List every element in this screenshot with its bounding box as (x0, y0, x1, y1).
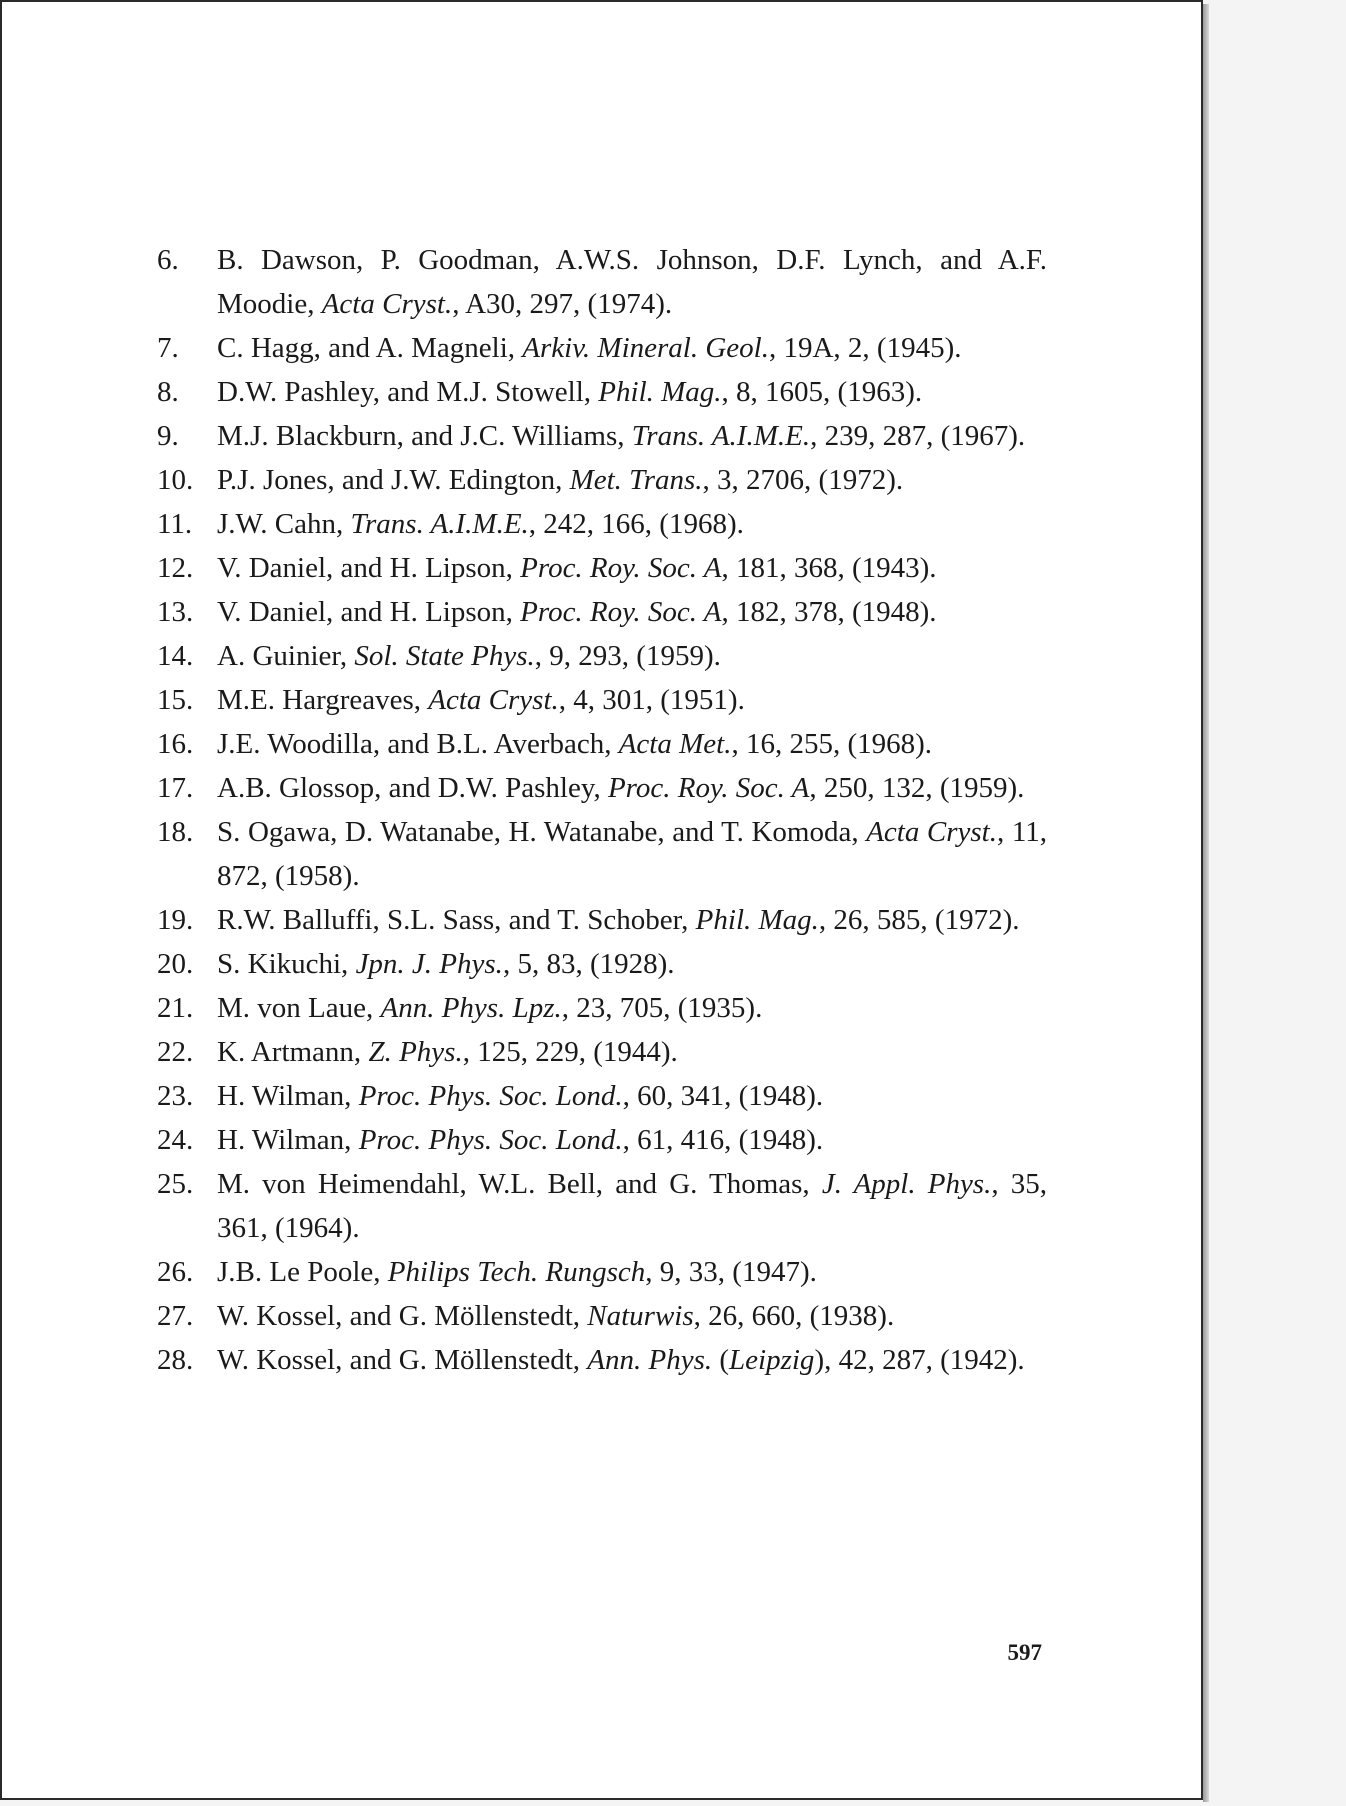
reference-fragment: , 239, 287, (1967). (810, 420, 1026, 452)
reference-fragment: , 242, 166, (1968). (528, 508, 744, 540)
reference-fragment: C. Hagg, and A. Magneli, (217, 332, 523, 364)
reference-text (217, 1074, 1047, 1118)
reference-item (157, 1162, 1047, 1250)
reference-fragment: H. Wilman, (217, 1080, 359, 1112)
reference-number: 23. (157, 1080, 194, 1112)
reference-fragment: J.B. Le Poole, (217, 1256, 388, 1288)
reference-fragment: , 11, 872, (1958). (217, 816, 1047, 892)
reference-fragment: , 5, 83, (1928). (502, 948, 675, 980)
reference-fragment: D.W. Pashley, and M.J. Stowell, (217, 376, 599, 408)
reference-item (157, 766, 1047, 810)
reference-fragment: ), 42, 287, (1942). (814, 1344, 1025, 1376)
reference-text (217, 546, 1047, 590)
reference-item (157, 370, 1047, 414)
reference-item (157, 986, 1047, 1030)
reference-number: 26. (157, 1256, 194, 1288)
reference-item (157, 546, 1047, 590)
journal-name: Naturwis (587, 1300, 694, 1332)
reference-fragment: , 125, 229, (1944). (462, 1036, 678, 1068)
reference-text (217, 942, 1047, 986)
reference-text (217, 1250, 1047, 1294)
reference-text (217, 810, 1047, 898)
reference-item (157, 1074, 1047, 1118)
reference-text (217, 1338, 1047, 1382)
reference-item (157, 1118, 1047, 1162)
journal-name: Proc. Phys. Soc. Lond. (358, 1080, 623, 1112)
journal-name: J. Appl. Phys. (821, 1168, 992, 1200)
journal-name: Proc. Phys. Soc. Lond. (358, 1124, 623, 1156)
reference-fragment: R.W. Balluffi, S.L. Sass, and T. Schober, (217, 904, 696, 936)
reference-fragment: , 4, 301, (1951). (558, 684, 745, 716)
reference-text (217, 238, 1047, 326)
reference-number: 28. (157, 1344, 194, 1376)
reference-fragment: , 60, 341, (1948). (622, 1080, 824, 1112)
reference-fragment: , 61, 416, (1948). (622, 1124, 824, 1156)
reference-item (157, 1250, 1047, 1294)
reference-number: 10. (157, 464, 194, 496)
journal-name: Arkiv. Mineral. Geol. (522, 332, 769, 364)
reference-fragment: A. Guinier, (217, 640, 355, 672)
reference-fragment: , 23, 705, (1935). (561, 992, 763, 1024)
reference-item (157, 810, 1047, 898)
reference-fragment: ( (712, 1344, 730, 1376)
reference-fragment: M.J. Blackburn, and J.C. Williams, (217, 420, 632, 452)
page-edge (1203, 4, 1209, 1802)
journal-name: Met. Trans. (569, 464, 703, 496)
journal-name: Proc. Roy. Soc. A (607, 772, 810, 804)
journal-name: Leipzig (729, 1344, 815, 1376)
journal-name: Jpn. J. Phys. (355, 948, 503, 980)
reference-item (157, 942, 1047, 986)
journal-name: Proc. Roy. Soc. A (520, 596, 722, 628)
reference-number: 18. (157, 816, 194, 848)
reference-item (157, 590, 1047, 634)
reference-number: 7. (157, 332, 179, 364)
page-number: 597 (1007, 1640, 1042, 1665)
reference-number: 21. (157, 992, 194, 1024)
reference-text (217, 722, 1047, 766)
reference-number: 27. (157, 1300, 194, 1332)
reference-number: 24. (157, 1124, 194, 1156)
journal-name: Trans. A.I.M.E. (631, 420, 811, 452)
reference-fragment: , 250, 132, (1959). (809, 772, 1025, 804)
reference-item (157, 458, 1047, 502)
reference-item (157, 502, 1047, 546)
reference-text (217, 1162, 1047, 1250)
reference-item (157, 634, 1047, 678)
reference-item (157, 722, 1047, 766)
journal-name: Sol. State Phys. (354, 640, 535, 672)
journal-name: Ann. Phys. Lpz. (380, 992, 562, 1024)
journal-name: Z. Phys. (368, 1036, 463, 1068)
reference-number: 11. (157, 508, 193, 540)
reference-fragment: , 181, 368, (1943). (721, 552, 937, 584)
reference-fragment: P.J. Jones, and J.W. Edington, (217, 464, 570, 496)
reference-number: 16. (157, 728, 194, 760)
reference-fragment: V. Daniel, and H. Lipson, (217, 552, 521, 584)
reference-text (217, 326, 1047, 370)
reference-fragment: , 16, 255, (1968). (731, 728, 933, 760)
journal-name: Acta Met. (618, 728, 732, 760)
reference-fragment: , 8, 1605, (1963). (721, 376, 923, 408)
reference-text (217, 898, 1047, 942)
journal-name: Phil. Mag. (598, 376, 722, 408)
reference-fragment: J.W. Cahn, (217, 508, 351, 540)
reference-text (217, 502, 1047, 546)
reference-number: 19. (157, 904, 194, 936)
reference-item (157, 326, 1047, 370)
reference-item (157, 1030, 1047, 1074)
reference-fragment: , 182, 378, (1948). (721, 596, 937, 628)
reference-fragment: W. Kossel, and G. Möllenstedt, (217, 1344, 588, 1376)
reference-fragment: B. Dawson, P. Goodman, A.W.S. Johnson, D.F. Lynch, and A.F. Moodie, (217, 244, 1047, 320)
reference-fragment: S. Ogawa, D. Watanabe, H. Watanabe, and T. Komoda, (217, 816, 867, 848)
reference-number: 8. (157, 376, 179, 408)
reference-number: 15. (157, 684, 194, 716)
reference-fragment: M. von Heimendahl, W.L. Bell, and G. Thomas, (217, 1168, 822, 1200)
reference-fragment: , 35, 361, (1964). (217, 1168, 1047, 1244)
journal-name: Proc. Roy. Soc. A (520, 552, 722, 584)
reference-fragment: , 19A, 2, (1945). (768, 332, 962, 364)
journal-name: Trans. A.I.M.E. (350, 508, 529, 540)
journal-name: Phil. Mag. (695, 904, 819, 936)
reference-number: 17. (157, 772, 194, 804)
reference-number: 25. (157, 1168, 194, 1200)
reference-item (157, 898, 1047, 942)
reference-number: 12. (157, 552, 194, 584)
reference-fragment: M. von Laue, (217, 992, 381, 1024)
reference-number: 9. (157, 420, 179, 452)
journal-name: Acta Cryst. (428, 684, 559, 716)
reference-number: 20. (157, 948, 194, 980)
reference-number: 14. (157, 640, 194, 672)
reference-text (217, 370, 1047, 414)
reference-text (217, 634, 1047, 678)
reference-list (157, 238, 1047, 1382)
reference-fragment: H. Wilman, (217, 1124, 359, 1156)
reference-text (217, 590, 1047, 634)
reference-text (217, 458, 1047, 502)
reference-text (217, 766, 1047, 810)
journal-name: Philips Tech. Rungsch (387, 1256, 646, 1288)
reference-fragment: W. Kossel, and G. Möllenstedt, (217, 1300, 588, 1332)
reference-text (217, 1030, 1047, 1074)
reference-item (157, 678, 1047, 722)
reference-text (217, 986, 1047, 1030)
reference-fragment: M.E. Hargreaves, (217, 684, 429, 716)
reference-fragment: , A30, 297, (1974). (452, 288, 673, 320)
reference-number: 6. (157, 244, 179, 276)
journal-name: Ann. Phys. (587, 1344, 713, 1376)
reference-fragment: , 9, 293, (1959). (534, 640, 721, 672)
journal-name: Acta Cryst. (866, 816, 997, 848)
reference-fragment: , 9, 33, (1947). (645, 1256, 817, 1288)
reference-item (157, 414, 1047, 458)
reference-fragment: A.B. Glossop, and D.W. Pashley, (217, 772, 608, 804)
reference-text (217, 1118, 1047, 1162)
reference-fragment: V. Daniel, and H. Lipson, (217, 596, 521, 628)
reference-item (157, 238, 1047, 326)
reference-fragment: J.E. Woodilla, and B.L. Averbach, (217, 728, 619, 760)
reference-text (217, 678, 1047, 722)
reference-text (217, 414, 1047, 458)
reference-fragment: S. Kikuchi, (217, 948, 356, 980)
reference-fragment: K. Artmann, (217, 1036, 369, 1068)
reference-number: 13. (157, 596, 194, 628)
reference-fragment: , 3, 2706, (1972). (702, 464, 904, 496)
journal-name: Acta Cryst. (321, 288, 453, 320)
reference-number: 22. (157, 1036, 194, 1068)
reference-item (157, 1338, 1047, 1382)
reference-fragment: , 26, 585, (1972). (818, 904, 1020, 936)
reference-fragment: , 26, 660, (1938). (693, 1300, 895, 1332)
reference-text (217, 1294, 1047, 1338)
reference-item (157, 1294, 1047, 1338)
